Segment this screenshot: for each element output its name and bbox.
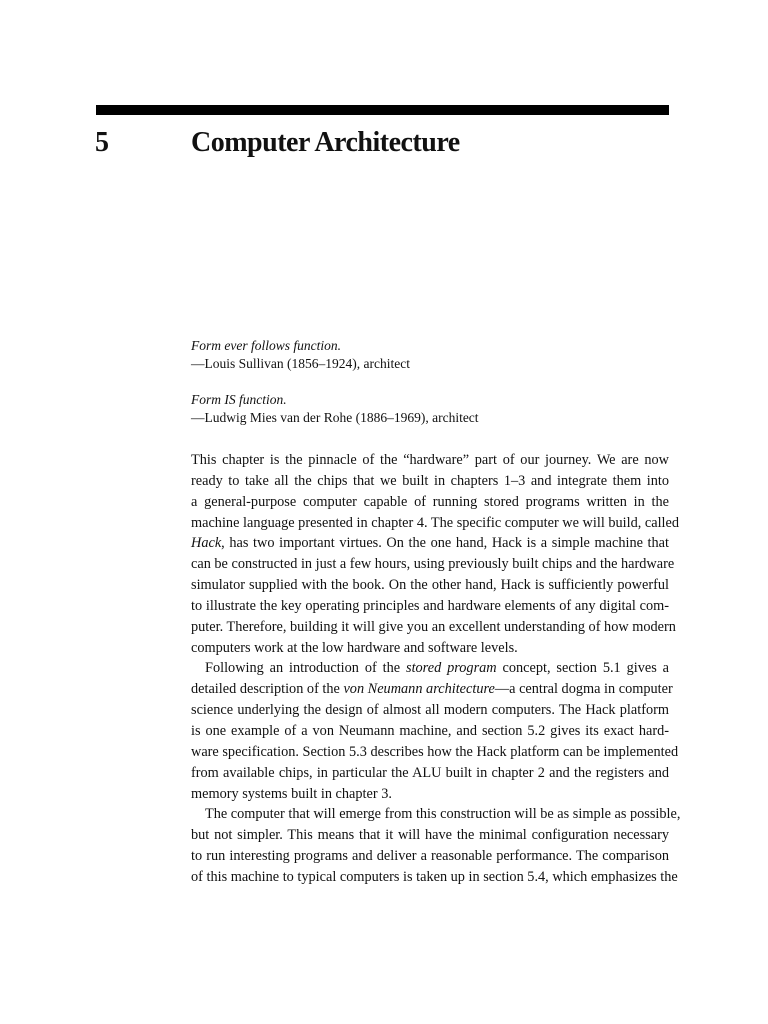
paragraph-line: puter. Therefore, building it will give you an excellent understanding of how modern [191, 618, 676, 635]
paragraph-line: can be constructed in just a few hours, using previously built chips and the hardware [191, 556, 675, 573]
body-paragraph [191, 804, 681, 887]
paragraph-line: simulator supplied with the book. On the other hand, Hack is sufficiently powerful [191, 577, 669, 594]
epigraph-quote: Form IS function. [191, 392, 287, 407]
epigraph [191, 391, 669, 427]
paragraph-line: The computer that will emerge from this construction will be as simple as possible, [205, 806, 681, 823]
chapter-body [191, 450, 681, 888]
paragraph-line: to illustrate the key operating principles and hardware elements of any digital com- [191, 597, 669, 614]
chapter-title: Computer Architecture [191, 127, 460, 158]
epigraph [191, 337, 669, 373]
paragraph-line: ware specification. Section 5.3 describes how the Hack platform can be implemented [191, 743, 679, 760]
paragraph-line: memory systems built in chapter 3. [191, 785, 392, 802]
epigraphs [191, 337, 669, 445]
paragraph-line: Following an introduction of the stored program concept, section 5.1 gives a [205, 660, 669, 677]
paragraph-line: This chapter is the pinnacle of the “hardware” part of our journey. We are now [191, 452, 669, 468]
paragraph-line: science underlying the design of almost all modern computers. The Hack platform [191, 702, 669, 719]
epigraph-attribution: —Louis Sullivan (1856–1924), architect [191, 356, 410, 371]
chapter-header-rule [96, 105, 669, 115]
paragraph-line: is one example of a von Neumann machine, and section 5.2 gives its exact hard- [191, 722, 669, 739]
paragraph-line: a general-purpose computer capable of running stored programs written in the [191, 493, 669, 510]
chapter-number: 5 [95, 127, 109, 158]
paragraph-line: ready to take all the chips that we built in chapters 1–3 and integrate them into [191, 472, 669, 489]
paragraph-line: Hack, has two important virtues. On the one hand, Hack is a simple machine that [191, 535, 669, 552]
paragraph-line: detailed description of the von Neumann architecture—a central dogma in computer [191, 681, 673, 698]
paragraph-line: from available chips, in particular the ALU built in chapter 2 and the registers and [191, 764, 669, 781]
epigraph-quote: Form ever follows function. [191, 338, 341, 353]
paragraph-line: to run interesting programs and deliver a reasonable performance. The comparison [191, 848, 669, 865]
paragraph-line: computers work at the low hardware and software levels. [191, 639, 518, 656]
emphasized-term: von Neumann architecture [343, 681, 495, 698]
epigraph-attribution: —Ludwig Mies van der Rohe (1886–1969), architect [191, 410, 479, 425]
emphasized-term: stored program [406, 660, 497, 677]
body-paragraph [191, 658, 679, 804]
emphasized-term: Hack [191, 535, 222, 552]
paragraph-line: machine language presented in chapter 4. The specific computer we will build, called [191, 514, 680, 531]
paragraph-line: of this machine to typical computers is taken up in section 5.4, which emphasizes the [191, 868, 678, 885]
body-paragraph [191, 450, 680, 658]
paragraph-line: but not simpler. This means that it will have the minimal configuration necessary [191, 827, 669, 844]
